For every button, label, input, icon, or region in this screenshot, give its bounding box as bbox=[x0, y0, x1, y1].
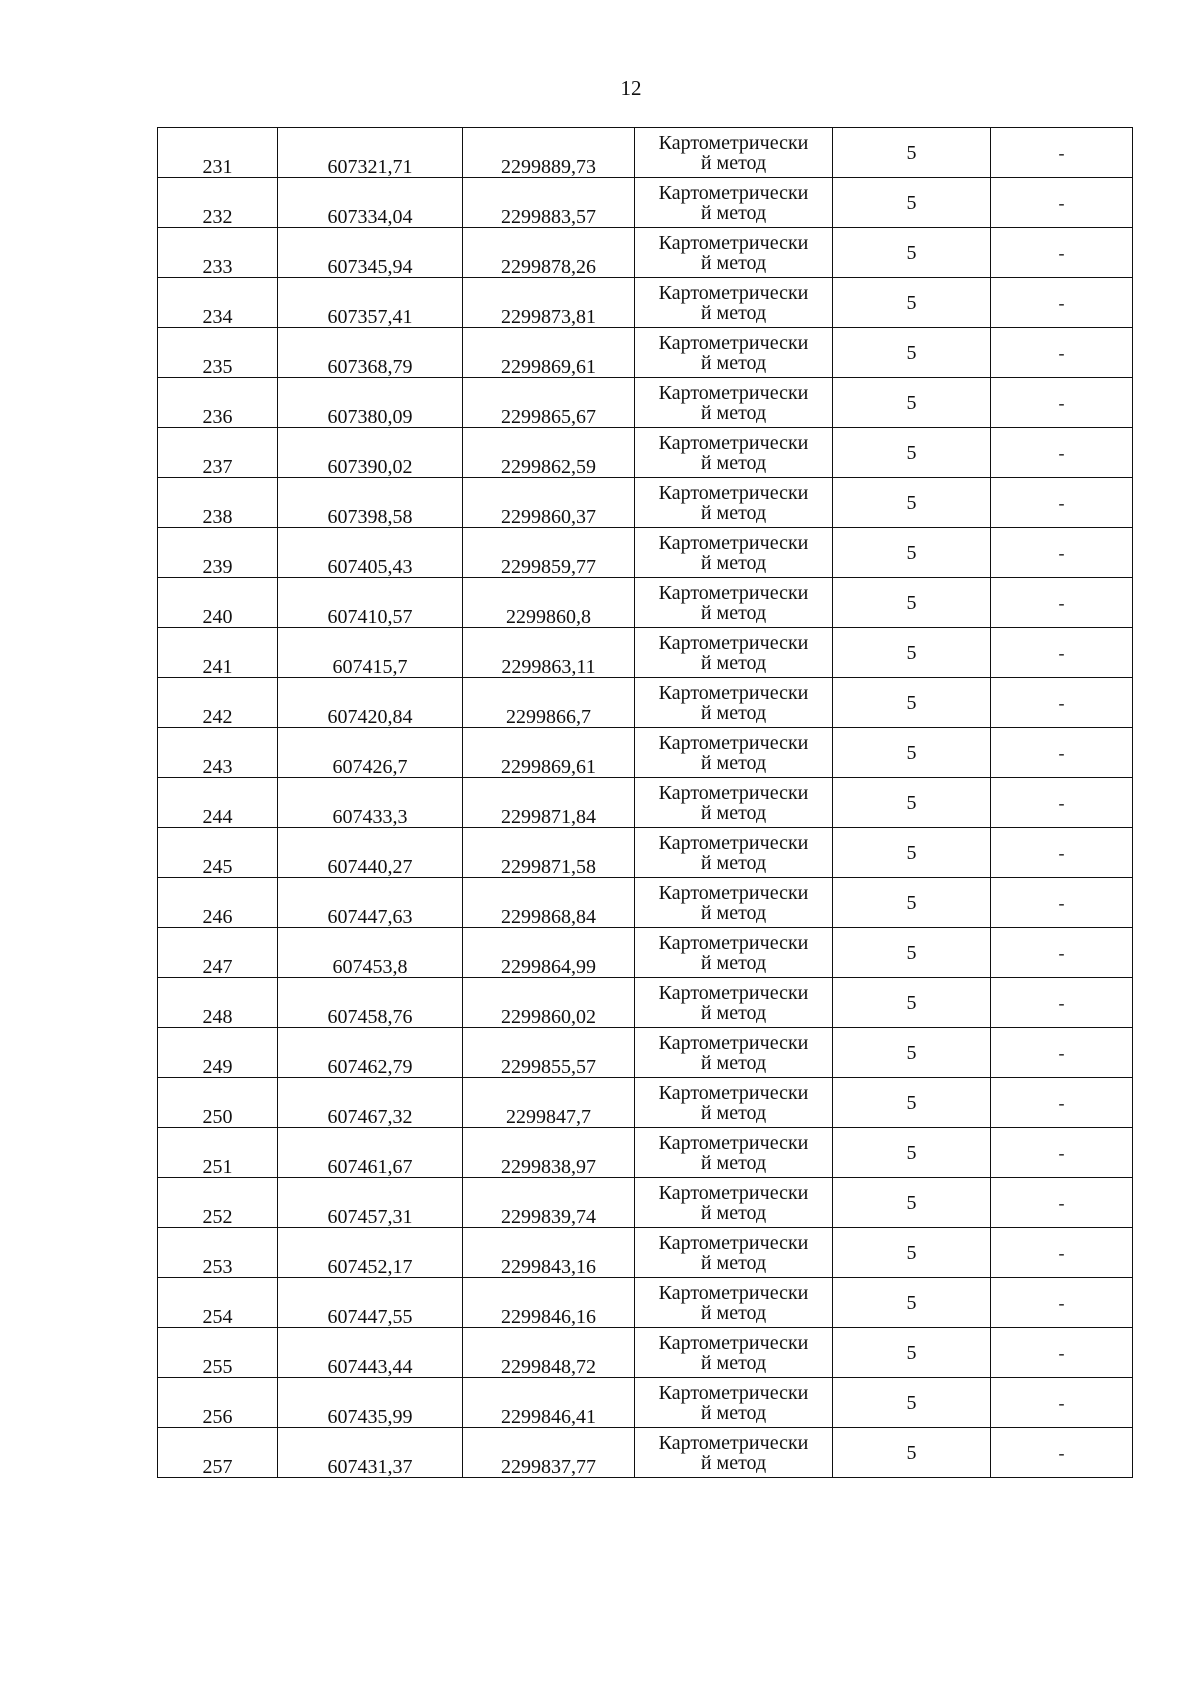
note-cell: - bbox=[991, 1428, 1133, 1478]
method-cell bbox=[635, 428, 833, 478]
method-text-line1: Картометрически bbox=[658, 731, 809, 754]
y-coordinate-cell: 2299848,72 bbox=[463, 1328, 635, 1378]
method-text-line1: Картометрически bbox=[658, 1331, 809, 1354]
method-cell bbox=[635, 228, 833, 278]
method-text-line2: й метод bbox=[700, 451, 767, 474]
method-cell bbox=[635, 278, 833, 328]
method-text-line2: й метод bbox=[700, 1301, 767, 1324]
accuracy-cell: 5 bbox=[833, 778, 991, 828]
method-cell bbox=[635, 1228, 833, 1278]
y-coordinate-cell: 2299878,26 bbox=[463, 228, 635, 278]
method-text-line2: й метод bbox=[700, 851, 767, 874]
table-row bbox=[158, 128, 1133, 178]
note-cell: - bbox=[991, 728, 1133, 778]
y-coordinate-cell: 2299862,59 bbox=[463, 428, 635, 478]
x-coordinate-cell: 607410,57 bbox=[278, 578, 463, 628]
table-row bbox=[158, 978, 1133, 1028]
y-coordinate-cell: 2299866,7 bbox=[463, 678, 635, 728]
accuracy-cell: 5 bbox=[833, 1228, 991, 1278]
y-coordinate-cell: 2299846,41 bbox=[463, 1378, 635, 1428]
method-cell bbox=[635, 778, 833, 828]
table-row bbox=[158, 828, 1133, 878]
x-coordinate-cell: 607398,58 bbox=[278, 478, 463, 528]
method-text-line1: Картометрически bbox=[658, 931, 809, 954]
method-cell bbox=[635, 878, 833, 928]
note-cell: - bbox=[991, 1178, 1133, 1228]
point-number-cell: 247 bbox=[158, 928, 278, 978]
method-cell bbox=[635, 1028, 833, 1078]
point-number-cell: 231 bbox=[158, 128, 278, 178]
y-coordinate-cell: 2299860,8 bbox=[463, 578, 635, 628]
method-cell bbox=[635, 1078, 833, 1128]
table-row bbox=[158, 228, 1133, 278]
y-coordinate-cell: 2299889,73 bbox=[463, 128, 635, 178]
x-coordinate-cell: 607461,67 bbox=[278, 1128, 463, 1178]
method-cell bbox=[635, 1428, 833, 1478]
method-text-line2: й метод bbox=[700, 1151, 767, 1174]
method-text-line2: й метод bbox=[700, 501, 767, 524]
note-cell: - bbox=[991, 428, 1133, 478]
method-cell bbox=[635, 1278, 833, 1328]
method-cell bbox=[635, 1328, 833, 1378]
method-cell bbox=[635, 628, 833, 678]
x-coordinate-cell: 607447,55 bbox=[278, 1278, 463, 1328]
method-cell bbox=[635, 828, 833, 878]
y-coordinate-cell: 2299860,37 bbox=[463, 478, 635, 528]
table-row bbox=[158, 1028, 1133, 1078]
note-cell: - bbox=[991, 878, 1133, 928]
x-coordinate-cell: 607467,32 bbox=[278, 1078, 463, 1128]
point-number-cell: 241 bbox=[158, 628, 278, 678]
point-number-cell: 239 bbox=[158, 528, 278, 578]
x-coordinate-cell: 607380,09 bbox=[278, 378, 463, 428]
table-row bbox=[158, 1428, 1133, 1478]
point-number-cell: 242 bbox=[158, 678, 278, 728]
point-number-cell: 238 bbox=[158, 478, 278, 528]
method-text-line2: й метод bbox=[700, 1401, 767, 1424]
table-row bbox=[158, 628, 1133, 678]
accuracy-cell: 5 bbox=[833, 928, 991, 978]
accuracy-cell: 5 bbox=[833, 1028, 991, 1078]
point-number-cell: 237 bbox=[158, 428, 278, 478]
method-text-line1: Картометрически bbox=[658, 681, 809, 704]
method-cell bbox=[635, 328, 833, 378]
method-text-line1: Картометрически bbox=[658, 831, 809, 854]
method-text-line1: Картометрически bbox=[658, 981, 809, 1004]
method-cell bbox=[635, 378, 833, 428]
method-cell bbox=[635, 1128, 833, 1178]
method-text-line2: й метод bbox=[700, 751, 767, 774]
method-text-line1: Картометрически bbox=[658, 231, 809, 254]
table-row bbox=[158, 728, 1133, 778]
note-cell: - bbox=[991, 828, 1133, 878]
note-cell: - bbox=[991, 528, 1133, 578]
table-row bbox=[158, 428, 1133, 478]
y-coordinate-cell: 2299869,61 bbox=[463, 328, 635, 378]
point-number-cell: 244 bbox=[158, 778, 278, 828]
method-cell bbox=[635, 1378, 833, 1428]
note-cell: - bbox=[991, 328, 1133, 378]
table-row bbox=[158, 1278, 1133, 1328]
accuracy-cell: 5 bbox=[833, 1078, 991, 1128]
x-coordinate-cell: 607405,43 bbox=[278, 528, 463, 578]
table-row bbox=[158, 478, 1133, 528]
x-coordinate-cell: 607433,3 bbox=[278, 778, 463, 828]
point-number-cell: 245 bbox=[158, 828, 278, 878]
accuracy-cell: 5 bbox=[833, 678, 991, 728]
method-text-line1: Картометрически bbox=[658, 1031, 809, 1054]
x-coordinate-cell: 607462,79 bbox=[278, 1028, 463, 1078]
method-text-line1: Картометрически bbox=[658, 1431, 809, 1454]
x-coordinate-cell: 607443,44 bbox=[278, 1328, 463, 1378]
y-coordinate-cell: 2299863,11 bbox=[463, 628, 635, 678]
y-coordinate-cell: 2299883,57 bbox=[463, 178, 635, 228]
accuracy-cell: 5 bbox=[833, 1328, 991, 1378]
method-text-line2: й метод bbox=[700, 401, 767, 424]
accuracy-cell: 5 bbox=[833, 1128, 991, 1178]
x-coordinate-cell: 607452,17 bbox=[278, 1228, 463, 1278]
note-cell: - bbox=[991, 1028, 1133, 1078]
accuracy-cell: 5 bbox=[833, 728, 991, 778]
method-text-line2: й метод bbox=[700, 251, 767, 274]
point-number-cell: 246 bbox=[158, 878, 278, 928]
x-coordinate-cell: 607457,31 bbox=[278, 1178, 463, 1228]
method-text-line2: й метод bbox=[700, 1201, 767, 1224]
table-row bbox=[158, 1128, 1133, 1178]
x-coordinate-cell: 607440,27 bbox=[278, 828, 463, 878]
method-text-line1: Картометрически bbox=[658, 331, 809, 354]
accuracy-cell: 5 bbox=[833, 328, 991, 378]
note-cell: - bbox=[991, 678, 1133, 728]
method-text-line2: й метод bbox=[700, 151, 767, 174]
method-text-line2: й метод bbox=[700, 801, 767, 824]
accuracy-cell: 5 bbox=[833, 428, 991, 478]
method-cell bbox=[635, 928, 833, 978]
point-number-cell: 233 bbox=[158, 228, 278, 278]
method-text-line1: Картометрически bbox=[658, 581, 809, 604]
note-cell: - bbox=[991, 928, 1133, 978]
point-number-cell: 257 bbox=[158, 1428, 278, 1478]
method-cell bbox=[635, 578, 833, 628]
x-coordinate-cell: 607453,8 bbox=[278, 928, 463, 978]
y-coordinate-cell: 2299864,99 bbox=[463, 928, 635, 978]
x-coordinate-cell: 607447,63 bbox=[278, 878, 463, 928]
x-coordinate-cell: 607357,41 bbox=[278, 278, 463, 328]
note-cell: - bbox=[991, 1378, 1133, 1428]
point-number-cell: 253 bbox=[158, 1228, 278, 1278]
note-cell: - bbox=[991, 228, 1133, 278]
x-coordinate-cell: 607321,71 bbox=[278, 128, 463, 178]
note-cell: - bbox=[991, 1328, 1133, 1378]
point-number-cell: 235 bbox=[158, 328, 278, 378]
table-row bbox=[158, 178, 1133, 228]
point-number-cell: 250 bbox=[158, 1078, 278, 1128]
method-text-line1: Картометрически bbox=[658, 281, 809, 304]
table-row bbox=[158, 328, 1133, 378]
accuracy-cell: 5 bbox=[833, 528, 991, 578]
y-coordinate-cell: 2299871,58 bbox=[463, 828, 635, 878]
point-number-cell: 243 bbox=[158, 728, 278, 778]
x-coordinate-cell: 607334,04 bbox=[278, 178, 463, 228]
note-cell: - bbox=[991, 1228, 1133, 1278]
note-cell: - bbox=[991, 978, 1133, 1028]
method-text-line2: й метод bbox=[700, 351, 767, 374]
method-text-line2: й метод bbox=[700, 1001, 767, 1024]
x-coordinate-cell: 607368,79 bbox=[278, 328, 463, 378]
y-coordinate-cell: 2299869,61 bbox=[463, 728, 635, 778]
accuracy-cell: 5 bbox=[833, 378, 991, 428]
table-row bbox=[158, 1178, 1133, 1228]
table-row bbox=[158, 1328, 1133, 1378]
point-number-cell: 251 bbox=[158, 1128, 278, 1178]
table-row bbox=[158, 578, 1133, 628]
method-text-line1: Картометрически bbox=[658, 381, 809, 404]
y-coordinate-cell: 2299871,84 bbox=[463, 778, 635, 828]
method-text-line1: Картометрически bbox=[658, 1181, 809, 1204]
table-row bbox=[158, 1228, 1133, 1278]
x-coordinate-cell: 607345,94 bbox=[278, 228, 463, 278]
y-coordinate-cell: 2299859,77 bbox=[463, 528, 635, 578]
accuracy-cell: 5 bbox=[833, 878, 991, 928]
accuracy-cell: 5 bbox=[833, 1378, 991, 1428]
y-coordinate-cell: 2299838,97 bbox=[463, 1128, 635, 1178]
method-text-line2: й метод bbox=[700, 901, 767, 924]
y-coordinate-cell: 2299843,16 bbox=[463, 1228, 635, 1278]
method-text-line2: й метод bbox=[700, 301, 767, 324]
method-cell bbox=[635, 1178, 833, 1228]
coordinates-table bbox=[157, 127, 1133, 1478]
note-cell: - bbox=[991, 778, 1133, 828]
y-coordinate-cell: 2299860,02 bbox=[463, 978, 635, 1028]
point-number-cell: 240 bbox=[158, 578, 278, 628]
method-text-line2: й метод bbox=[700, 951, 767, 974]
method-text-line2: й метод bbox=[700, 1251, 767, 1274]
table-row bbox=[158, 678, 1133, 728]
x-coordinate-cell: 607426,7 bbox=[278, 728, 463, 778]
point-number-cell: 248 bbox=[158, 978, 278, 1028]
accuracy-cell: 5 bbox=[833, 578, 991, 628]
method-cell bbox=[635, 978, 833, 1028]
note-cell: - bbox=[991, 628, 1133, 678]
y-coordinate-cell: 2299868,84 bbox=[463, 878, 635, 928]
point-number-cell: 252 bbox=[158, 1178, 278, 1228]
method-text-line1: Картометрически bbox=[658, 431, 809, 454]
point-number-cell: 256 bbox=[158, 1378, 278, 1428]
accuracy-cell: 5 bbox=[833, 128, 991, 178]
note-cell: - bbox=[991, 278, 1133, 328]
page-number: 12 bbox=[620, 76, 642, 100]
y-coordinate-cell: 2299846,16 bbox=[463, 1278, 635, 1328]
point-number-cell: 255 bbox=[158, 1328, 278, 1378]
y-coordinate-cell: 2299873,81 bbox=[463, 278, 635, 328]
method-text-line2: й метод bbox=[700, 1101, 767, 1124]
method-text-line1: Картометрически bbox=[658, 1081, 809, 1104]
x-coordinate-cell: 607458,76 bbox=[278, 978, 463, 1028]
y-coordinate-cell: 2299847,7 bbox=[463, 1078, 635, 1128]
y-coordinate-cell: 2299837,77 bbox=[463, 1428, 635, 1478]
method-text-line1: Картометрически bbox=[658, 181, 809, 204]
method-text-line1: Картометрически bbox=[658, 481, 809, 504]
point-number-cell: 249 bbox=[158, 1028, 278, 1078]
method-cell bbox=[635, 528, 833, 578]
method-text-line2: й метод bbox=[700, 1051, 767, 1074]
table-body bbox=[158, 128, 1133, 1478]
point-number-cell: 236 bbox=[158, 378, 278, 428]
method-cell bbox=[635, 728, 833, 778]
table-row bbox=[158, 378, 1133, 428]
accuracy-cell: 5 bbox=[833, 1428, 991, 1478]
method-text-line2: й метод bbox=[700, 1451, 767, 1474]
y-coordinate-cell: 2299865,67 bbox=[463, 378, 635, 428]
table-row bbox=[158, 528, 1133, 578]
accuracy-cell: 5 bbox=[833, 1178, 991, 1228]
note-cell: - bbox=[991, 1078, 1133, 1128]
note-cell: - bbox=[991, 578, 1133, 628]
method-text-line2: й метод bbox=[700, 601, 767, 624]
table-row bbox=[158, 928, 1133, 978]
accuracy-cell: 5 bbox=[833, 178, 991, 228]
note-cell: - bbox=[991, 1128, 1133, 1178]
x-coordinate-cell: 607415,7 bbox=[278, 628, 463, 678]
table-row bbox=[158, 778, 1133, 828]
accuracy-cell: 5 bbox=[833, 278, 991, 328]
x-coordinate-cell: 607435,99 bbox=[278, 1378, 463, 1428]
accuracy-cell: 5 bbox=[833, 828, 991, 878]
x-coordinate-cell: 607420,84 bbox=[278, 678, 463, 728]
note-cell: - bbox=[991, 178, 1133, 228]
method-text-line2: й метод bbox=[700, 201, 767, 224]
method-text-line1: Картометрически bbox=[658, 1231, 809, 1254]
point-number-cell: 254 bbox=[158, 1278, 278, 1328]
note-cell: - bbox=[991, 478, 1133, 528]
table-row bbox=[158, 878, 1133, 928]
accuracy-cell: 5 bbox=[833, 478, 991, 528]
method-text-line1: Картометрически bbox=[658, 1281, 809, 1304]
accuracy-cell: 5 bbox=[833, 228, 991, 278]
method-text-line2: й метод bbox=[700, 1351, 767, 1374]
accuracy-cell: 5 bbox=[833, 1278, 991, 1328]
method-text-line1: Картометрически bbox=[658, 131, 809, 154]
method-cell bbox=[635, 678, 833, 728]
method-text-line1: Картометрически bbox=[658, 531, 809, 554]
table-row bbox=[158, 1378, 1133, 1428]
table-row bbox=[158, 1078, 1133, 1128]
method-text-line2: й метод bbox=[700, 651, 767, 674]
method-text-line2: й метод bbox=[700, 551, 767, 574]
method-text-line1: Картометрически bbox=[658, 881, 809, 904]
y-coordinate-cell: 2299839,74 bbox=[463, 1178, 635, 1228]
method-cell bbox=[635, 478, 833, 528]
note-cell: - bbox=[991, 1278, 1133, 1328]
accuracy-cell: 5 bbox=[833, 978, 991, 1028]
method-text-line1: Картометрически bbox=[658, 781, 809, 804]
point-number-cell: 234 bbox=[158, 278, 278, 328]
y-coordinate-cell: 2299855,57 bbox=[463, 1028, 635, 1078]
accuracy-cell: 5 bbox=[833, 628, 991, 678]
method-text-line1: Картометрически bbox=[658, 1381, 809, 1404]
method-text-line2: й метод bbox=[700, 701, 767, 724]
x-coordinate-cell: 607390,02 bbox=[278, 428, 463, 478]
method-text-line1: Картометрически bbox=[658, 1131, 809, 1154]
method-cell bbox=[635, 128, 833, 178]
note-cell: - bbox=[991, 378, 1133, 428]
method-text-line1: Картометрически bbox=[658, 631, 809, 654]
method-cell bbox=[635, 178, 833, 228]
x-coordinate-cell: 607431,37 bbox=[278, 1428, 463, 1478]
point-number-cell: 232 bbox=[158, 178, 278, 228]
table-row bbox=[158, 278, 1133, 328]
note-cell: - bbox=[991, 128, 1133, 178]
